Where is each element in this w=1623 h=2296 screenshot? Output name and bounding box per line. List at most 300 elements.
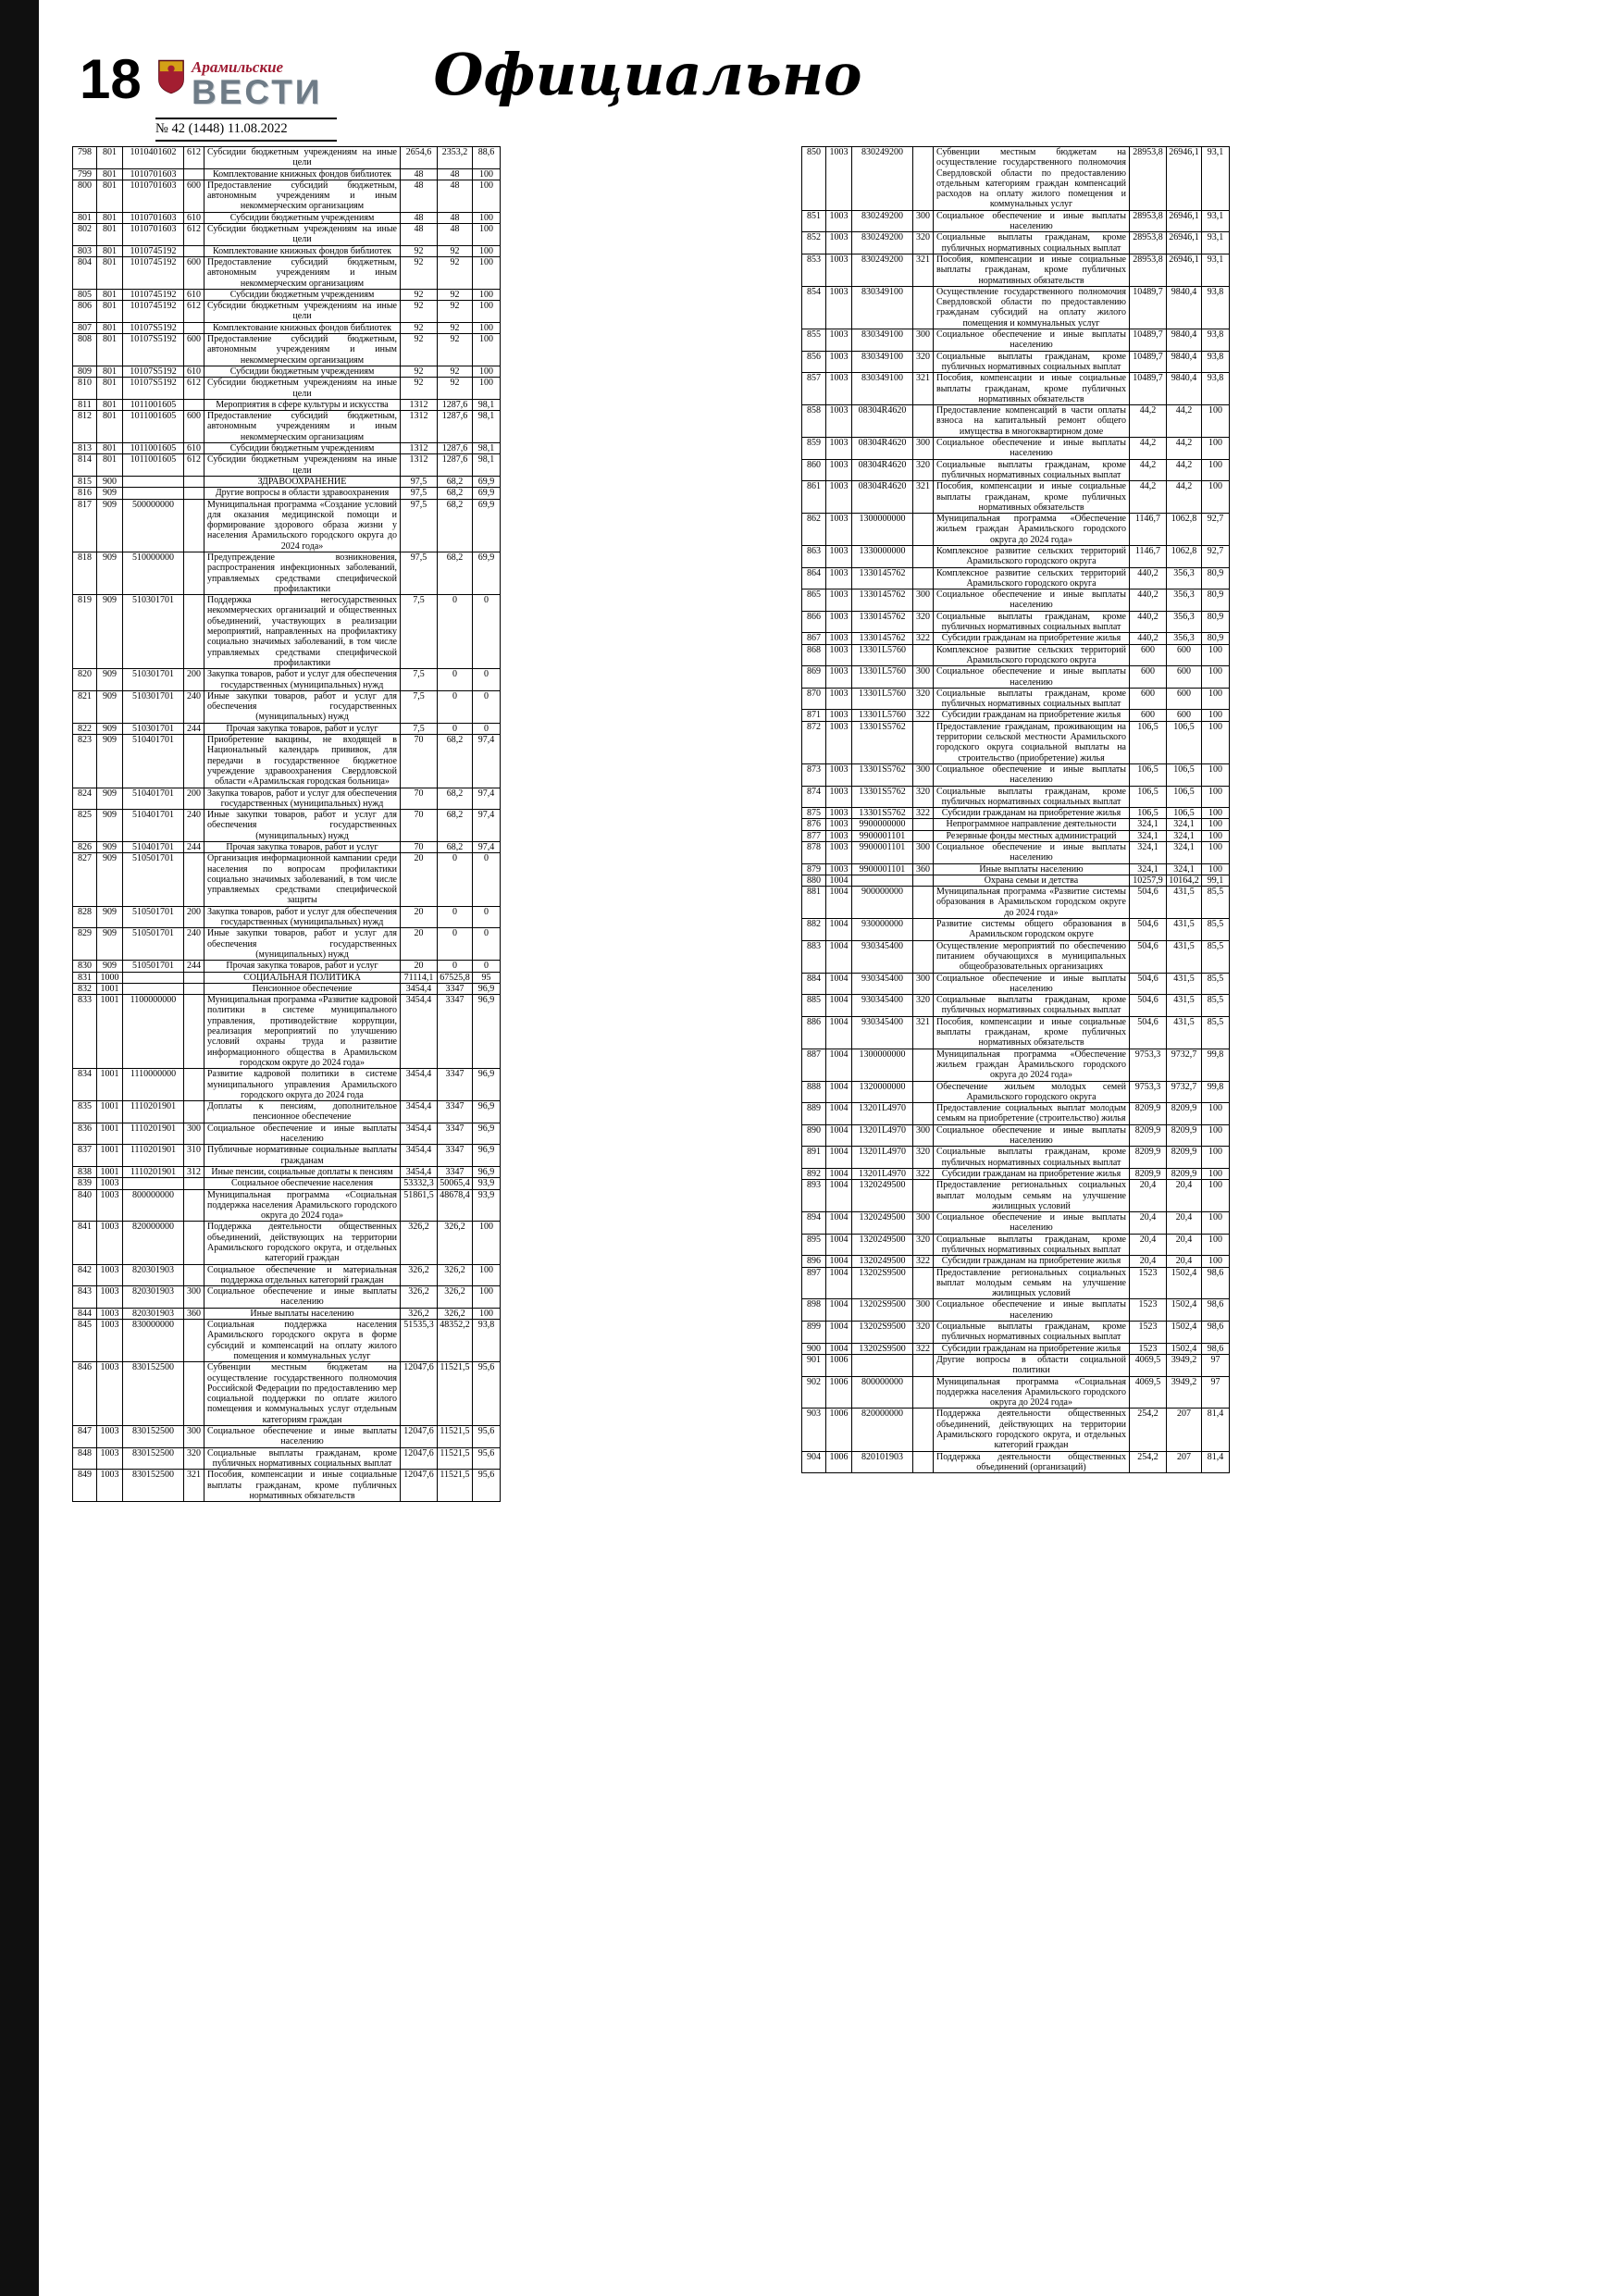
plan-value-cell: 3454,4	[401, 995, 438, 1069]
target-article-cell: 900000000	[852, 887, 913, 919]
table-row	[73, 1470, 501, 1502]
row-number-cell: 842	[73, 1264, 97, 1286]
fact-value-cell: 106,5	[1167, 786, 1202, 808]
table-row	[73, 1320, 501, 1362]
plan-value-cell: 600	[1130, 688, 1167, 710]
percent-cell: 0	[473, 961, 501, 972]
plan-value-cell: 504,6	[1130, 995, 1167, 1017]
row-number-cell: 904	[802, 1451, 826, 1473]
table-row	[802, 1168, 1230, 1179]
row-number-cell: 806	[73, 301, 97, 323]
section-code-cell: 1004	[826, 875, 852, 886]
section-code-cell: 1003	[97, 1470, 123, 1502]
percent-cell: 100	[1202, 405, 1230, 438]
table-row	[802, 786, 1230, 808]
section-code-cell: 1003	[826, 405, 852, 438]
row-number-cell: 827	[73, 853, 97, 906]
fact-value-cell: 92	[438, 334, 473, 366]
section-code-cell: 1001	[97, 983, 123, 994]
name-cell: Социальные выплаты гражданам, кроме публичных нормативных социальных выплат	[934, 611, 1130, 633]
section-code-cell: 1001	[97, 1069, 123, 1101]
section-code-cell: 801	[97, 399, 123, 410]
plan-value-cell: 324,1	[1130, 842, 1167, 864]
section-code-cell: 909	[97, 595, 123, 669]
name-cell: Социальные выплаты гражданам, кроме публичных нормативных социальных выплат	[934, 688, 1130, 710]
expense-type-cell: 322	[913, 808, 934, 819]
table-row	[73, 853, 501, 906]
section-code-cell: 1003	[826, 666, 852, 689]
section-code-cell: 1003	[826, 710, 852, 721]
table-row	[73, 1178, 501, 1189]
section-code-cell: 1004	[826, 1147, 852, 1169]
name-cell: Субсидии бюджетным учреждениям	[204, 212, 401, 223]
percent-cell: 93,8	[1202, 351, 1230, 373]
section-code-cell: 1006	[826, 1354, 852, 1376]
target-article-cell: 820301903	[123, 1308, 184, 1319]
name-cell: Предоставление субсидий бюджетным, автономным учреждениям и иным некоммерческим организациям	[204, 411, 401, 443]
plan-value-cell: 10489,7	[1130, 329, 1167, 352]
plan-value-cell: 1146,7	[1130, 514, 1167, 546]
percent-cell: 98,6	[1202, 1343, 1230, 1354]
table-row	[802, 1180, 1230, 1212]
expense-type-cell: 600	[184, 411, 204, 443]
row-number-cell: 883	[802, 940, 826, 973]
target-article-cell: 1010745192	[123, 301, 184, 323]
expense-type-cell: 200	[184, 906, 204, 928]
fact-value-cell: 0	[438, 906, 473, 928]
name-cell: Социальные выплаты гражданам, кроме публичных нормативных социальных выплат	[934, 1322, 1130, 1344]
table-row	[802, 940, 1230, 973]
percent-cell: 93,9	[473, 1178, 501, 1189]
expense-type-cell: 322	[913, 1343, 934, 1354]
fact-value-cell: 2353,2	[438, 147, 473, 169]
fact-value-cell: 92	[438, 301, 473, 323]
expense-type-cell: 300	[913, 666, 934, 689]
target-article-cell: 1010701603	[123, 212, 184, 223]
percent-cell: 100	[473, 212, 501, 223]
section-code-cell: 1004	[826, 1081, 852, 1103]
row-number-cell: 837	[73, 1145, 97, 1167]
section-code-cell: 1003	[826, 254, 852, 286]
expense-type-cell	[913, 887, 934, 919]
target-article-cell: 830349100	[852, 373, 913, 405]
row-number-cell: 900	[802, 1343, 826, 1354]
row-number-cell: 880	[802, 875, 826, 886]
row-number-cell: 875	[802, 808, 826, 819]
fact-value-cell: 0	[438, 690, 473, 723]
name-cell: Комплектование книжных фондов библиотек	[204, 168, 401, 180]
plan-value-cell: 4069,5	[1130, 1354, 1167, 1376]
budget-table-left-body	[73, 147, 501, 1502]
expense-type-cell	[913, 567, 934, 590]
expense-type-cell	[913, 940, 934, 973]
section-code-cell: 1004	[826, 1267, 852, 1299]
plan-value-cell: 10489,7	[1130, 286, 1167, 329]
section-code-cell: 909	[97, 552, 123, 594]
name-cell: Поддержка деятельности общественных объединений (организаций)	[934, 1451, 1130, 1473]
row-number-cell: 844	[73, 1308, 97, 1319]
row-number-cell: 798	[73, 147, 97, 169]
plan-value-cell: 254,2	[1130, 1451, 1167, 1473]
expense-type-cell: 321	[913, 481, 934, 514]
name-cell: Предоставление региональных социальных выплат молодым семьям на улучшение жилищных условий	[934, 1267, 1130, 1299]
target-article-cell: 1011001605	[123, 454, 184, 477]
row-number-cell: 868	[802, 644, 826, 666]
name-cell: Организация информационной кампании среди населения по вопросам профилактики социально значимых заболеваний, в том числе управляемых средствами специфической защиты	[204, 853, 401, 906]
row-number-cell: 896	[802, 1256, 826, 1267]
fact-value-cell: 8209,9	[1167, 1147, 1202, 1169]
target-article-cell: 1320249500	[852, 1180, 913, 1212]
target-article-cell: 930345400	[852, 1016, 913, 1049]
plan-value-cell: 8209,9	[1130, 1168, 1167, 1179]
plan-value-cell: 70	[401, 735, 438, 788]
brand-name-bottom: ВЕСТИ	[192, 72, 323, 111]
row-number-cell: 860	[802, 459, 826, 481]
row-number-cell: 854	[802, 286, 826, 329]
percent-cell: 100	[473, 289, 501, 300]
fact-value-cell: 431,5	[1167, 973, 1202, 995]
fact-value-cell: 0	[438, 961, 473, 972]
row-number-cell: 830	[73, 961, 97, 972]
percent-cell: 100	[473, 256, 501, 289]
fact-value-cell: 44,2	[1167, 438, 1202, 460]
section-code-cell: 1004	[826, 1299, 852, 1322]
name-cell: Социальное обеспечение и иные выплаты населению	[934, 1299, 1130, 1322]
plan-value-cell: 440,2	[1130, 611, 1167, 633]
fact-value-cell: 324,1	[1167, 830, 1202, 841]
section-code-cell: 1003	[826, 819, 852, 830]
expense-type-cell: 610	[184, 443, 204, 454]
target-article-cell: 510301701	[123, 690, 184, 723]
row-number-cell: 861	[802, 481, 826, 514]
section-code-cell: 909	[97, 842, 123, 853]
plan-value-cell: 1312	[401, 411, 438, 443]
row-number-cell: 863	[802, 545, 826, 567]
target-article-cell: 13301S5762	[852, 763, 913, 786]
target-article-cell: 510501701	[123, 906, 184, 928]
percent-cell: 100	[473, 224, 501, 246]
name-cell: Субсидии бюджетным учреждениям на иные цели	[204, 301, 401, 323]
expense-type-cell	[184, 1178, 204, 1189]
expense-type-cell: 300	[913, 1212, 934, 1235]
expense-type-cell: 322	[913, 1168, 934, 1179]
expense-type-cell	[184, 168, 204, 180]
row-number-cell: 829	[73, 928, 97, 961]
fact-value-cell: 600	[1167, 644, 1202, 666]
plan-value-cell: 326,2	[401, 1308, 438, 1319]
target-article-cell: 830152500	[123, 1470, 184, 1502]
name-cell: Предупреждение возникновения, распространения инфекционных заболеваний, управляемых средствами специфической профилактики	[204, 552, 401, 594]
table-row	[73, 1189, 501, 1222]
target-article-cell: 820101903	[852, 1451, 913, 1473]
section-code-cell: 1003	[97, 1362, 123, 1426]
section-code-cell: 801	[97, 147, 123, 169]
table-row	[802, 1376, 1230, 1409]
plan-value-cell: 1312	[401, 399, 438, 410]
name-cell: Комплектование книжных фондов библиотек	[204, 245, 401, 256]
target-article-cell: 930000000	[852, 919, 913, 941]
target-article-cell: 1010745192	[123, 289, 184, 300]
expense-type-cell: 600	[184, 334, 204, 366]
section-code-cell: 1004	[826, 1322, 852, 1344]
expense-type-cell	[184, 1222, 204, 1264]
target-article-cell: 1330145762	[852, 567, 913, 590]
expense-type-cell: 300	[184, 1286, 204, 1309]
section-code-cell: 909	[97, 788, 123, 810]
percent-cell: 100	[473, 245, 501, 256]
section-code-cell: 1004	[826, 1168, 852, 1179]
table-row	[802, 995, 1230, 1017]
percent-cell: 85,5	[1202, 919, 1230, 941]
section-code-cell: 1006	[826, 1409, 852, 1451]
expense-type-cell	[184, 995, 204, 1069]
target-article-cell: 1110000000	[123, 1069, 184, 1101]
percent-cell: 100	[473, 168, 501, 180]
expense-type-cell: 300	[913, 210, 934, 232]
name-cell: Осуществление мероприятий по обеспечению питанием обучающихся в муниципальных общеобразовательных организациях	[934, 940, 1130, 973]
table-row	[802, 1103, 1230, 1125]
table-row	[73, 1426, 501, 1448]
table-row	[802, 1234, 1230, 1256]
section-code-cell: 909	[97, 690, 123, 723]
fact-value-cell: 11521,5	[438, 1470, 473, 1502]
row-number-cell: 845	[73, 1320, 97, 1362]
plan-value-cell: 600	[1130, 666, 1167, 689]
table-row	[802, 1049, 1230, 1081]
expense-type-cell	[184, 1189, 204, 1222]
section-code-cell: 900	[97, 476, 123, 487]
fact-value-cell: 10164,2	[1167, 875, 1202, 886]
percent-cell: 85,5	[1202, 940, 1230, 973]
plan-value-cell: 97,5	[401, 552, 438, 594]
expense-type-cell: 322	[913, 633, 934, 644]
expense-type-cell: 300	[913, 590, 934, 612]
fact-value-cell: 67525,8	[438, 972, 473, 983]
section-code-cell: 1003	[826, 863, 852, 875]
target-article-cell: 800000000	[123, 1189, 184, 1222]
row-number-cell: 840	[73, 1189, 97, 1222]
table-row	[802, 1343, 1230, 1354]
expense-type-cell: 612	[184, 224, 204, 246]
expense-type-cell: 322	[913, 1256, 934, 1267]
row-number-cell: 809	[73, 366, 97, 377]
fact-value-cell: 48352,2	[438, 1320, 473, 1362]
table-row	[73, 476, 501, 487]
percent-cell: 93,9	[473, 1189, 501, 1222]
target-article-cell: 820301903	[123, 1264, 184, 1286]
plan-value-cell: 324,1	[1130, 819, 1167, 830]
name-cell: Доплаты к пенсиям, дополнительное пенсионное обеспечение	[204, 1101, 401, 1123]
section-code-cell: 1003	[97, 1286, 123, 1309]
percent-cell: 95,6	[473, 1447, 501, 1470]
expense-type-cell	[913, 1180, 934, 1212]
plan-value-cell: 4069,5	[1130, 1376, 1167, 1409]
table-row	[802, 459, 1230, 481]
plan-value-cell: 48	[401, 212, 438, 223]
name-cell: Предоставление региональных социальных выплат молодым семьям на улучшение жилищных условий	[934, 1180, 1130, 1212]
expense-type-cell	[913, 819, 934, 830]
target-article-cell: 13301L5760	[852, 710, 913, 721]
target-article-cell: 1330145762	[852, 633, 913, 644]
fact-value-cell: 3347	[438, 983, 473, 994]
name-cell: Социальное обеспечение и иные выплаты населению	[934, 842, 1130, 864]
section-code-cell: 1003	[826, 786, 852, 808]
percent-cell: 100	[1202, 481, 1230, 514]
plan-value-cell: 12047,6	[401, 1470, 438, 1502]
fact-value-cell: 106,5	[1167, 808, 1202, 819]
coat-of-arms-icon	[157, 59, 185, 94]
plan-value-cell: 70	[401, 842, 438, 853]
row-number-cell: 847	[73, 1426, 97, 1448]
plan-value-cell: 7,5	[401, 723, 438, 734]
expense-type-cell: 200	[184, 788, 204, 810]
plan-value-cell: 7,5	[401, 690, 438, 723]
target-article-cell: 510301701	[123, 595, 184, 669]
plan-value-cell: 70	[401, 788, 438, 810]
name-cell: Публичные нормативные социальные выплаты гражданам	[204, 1145, 401, 1167]
row-number-cell: 819	[73, 595, 97, 669]
row-number-cell: 859	[802, 438, 826, 460]
row-number-cell: 826	[73, 842, 97, 853]
expense-type-cell: 320	[913, 995, 934, 1017]
row-number-cell: 803	[73, 245, 97, 256]
percent-cell: 0	[473, 669, 501, 691]
row-number-cell: 871	[802, 710, 826, 721]
table-row	[73, 735, 501, 788]
row-number-cell: 808	[73, 334, 97, 366]
table-row	[73, 1362, 501, 1426]
expense-type-cell	[913, 1103, 934, 1125]
percent-cell: 97	[1202, 1376, 1230, 1409]
percent-cell: 100	[1202, 1168, 1230, 1179]
percent-cell: 93,1	[1202, 254, 1230, 286]
name-cell: Иные закупки товаров, работ и услуг для обеспечения государственных (муниципальных) нужд	[204, 810, 401, 842]
table-row	[802, 514, 1230, 546]
target-article-cell: 830152500	[123, 1362, 184, 1426]
fact-value-cell: 48	[438, 224, 473, 246]
row-number-cell: 839	[73, 1178, 97, 1189]
table-row	[802, 1299, 1230, 1322]
name-cell: Социальное обеспечение и иные выплаты населению	[934, 438, 1130, 460]
target-article-cell	[123, 972, 184, 983]
table-row	[802, 763, 1230, 786]
fact-value-cell: 11521,5	[438, 1426, 473, 1448]
expense-type-cell: 360	[184, 1308, 204, 1319]
percent-cell: 100	[1202, 1256, 1230, 1267]
plan-value-cell: 324,1	[1130, 830, 1167, 841]
section-code-cell: 1004	[826, 973, 852, 995]
section-code-cell: 801	[97, 289, 123, 300]
name-cell: Другие вопросы в области здравоохранения	[204, 488, 401, 499]
name-cell: Прочая закупка товаров, работ и услуг	[204, 723, 401, 734]
plan-value-cell: 20	[401, 906, 438, 928]
fact-value-cell: 68,2	[438, 499, 473, 552]
table-row	[73, 842, 501, 853]
table-row	[73, 443, 501, 454]
expense-type-cell: 300	[913, 1299, 934, 1322]
plan-value-cell: 9753,3	[1130, 1049, 1167, 1081]
table-row	[802, 286, 1230, 329]
target-article-cell: 510301701	[123, 723, 184, 734]
fact-value-cell: 1062,8	[1167, 545, 1202, 567]
section-code-cell: 1003	[826, 232, 852, 254]
section-code-cell: 909	[97, 853, 123, 906]
table-row	[802, 481, 1230, 514]
expense-type-cell: 320	[913, 1234, 934, 1256]
target-article-cell: 1330145762	[852, 590, 913, 612]
fact-value-cell: 20,4	[1167, 1212, 1202, 1235]
fact-value-cell: 48678,4	[438, 1189, 473, 1222]
target-article-cell: 10107S5192	[123, 334, 184, 366]
name-cell: Другие вопросы в области социальной политики	[934, 1354, 1130, 1376]
plan-value-cell: 28953,8	[1130, 254, 1167, 286]
row-number-cell: 901	[802, 1354, 826, 1376]
fact-value-cell: 1287,6	[438, 454, 473, 477]
fact-value-cell: 92	[438, 322, 473, 333]
percent-cell: 100	[473, 334, 501, 366]
row-number-cell: 870	[802, 688, 826, 710]
target-article-cell: 10107S5192	[123, 378, 184, 400]
row-number-cell: 878	[802, 842, 826, 864]
table-row	[73, 301, 501, 323]
expense-type-cell: 320	[913, 611, 934, 633]
expense-type-cell: 610	[184, 366, 204, 377]
expense-type-cell: 322	[913, 710, 934, 721]
row-number-cell: 886	[802, 1016, 826, 1049]
target-article-cell: 510401701	[123, 842, 184, 853]
plan-value-cell: 20,4	[1130, 1234, 1167, 1256]
name-cell: Мероприятия в сфере культуры и искусства	[204, 399, 401, 410]
fact-value-cell: 50065,4	[438, 1178, 473, 1189]
fact-value-cell: 11521,5	[438, 1447, 473, 1470]
row-number-cell: 853	[802, 254, 826, 286]
target-article-cell: 510401701	[123, 810, 184, 842]
fact-value-cell: 324,1	[1167, 863, 1202, 875]
plan-value-cell: 20	[401, 961, 438, 972]
row-number-cell: 865	[802, 590, 826, 612]
target-article-cell: 830249200	[852, 254, 913, 286]
section-code-cell: 801	[97, 334, 123, 366]
row-number-cell: 884	[802, 973, 826, 995]
table-row	[802, 1256, 1230, 1267]
target-article-cell: 10107S5192	[123, 322, 184, 333]
table-row	[802, 147, 1230, 211]
fact-value-cell: 0	[438, 723, 473, 734]
plan-value-cell: 8209,9	[1130, 1124, 1167, 1147]
section-code-cell: 1004	[826, 940, 852, 973]
table-row	[802, 710, 1230, 721]
plan-value-cell: 326,2	[401, 1222, 438, 1264]
name-cell: Социальные выплаты гражданам, кроме публичных нормативных социальных выплат	[934, 786, 1130, 808]
name-cell: Субсидии гражданам на приобретение жилья	[934, 1256, 1130, 1267]
target-article-cell: 930345400	[852, 940, 913, 973]
fact-value-cell: 8209,9	[1167, 1103, 1202, 1125]
percent-cell: 96,9	[473, 1166, 501, 1177]
fact-value-cell: 3949,2	[1167, 1376, 1202, 1409]
target-article-cell: 510501701	[123, 961, 184, 972]
table-row	[802, 405, 1230, 438]
plan-value-cell: 71114,1	[401, 972, 438, 983]
expense-type-cell: 240	[184, 810, 204, 842]
plan-value-cell: 92	[401, 245, 438, 256]
fact-value-cell: 68,2	[438, 842, 473, 853]
row-number-cell: 873	[802, 763, 826, 786]
percent-cell: 95,6	[473, 1362, 501, 1426]
section-code-cell: 909	[97, 499, 123, 552]
target-article-cell: 13301L5760	[852, 666, 913, 689]
section-code-cell: 909	[97, 723, 123, 734]
name-cell: Предоставление субсидий бюджетным, автономным учреждениям и иным некоммерческим организациям	[204, 334, 401, 366]
